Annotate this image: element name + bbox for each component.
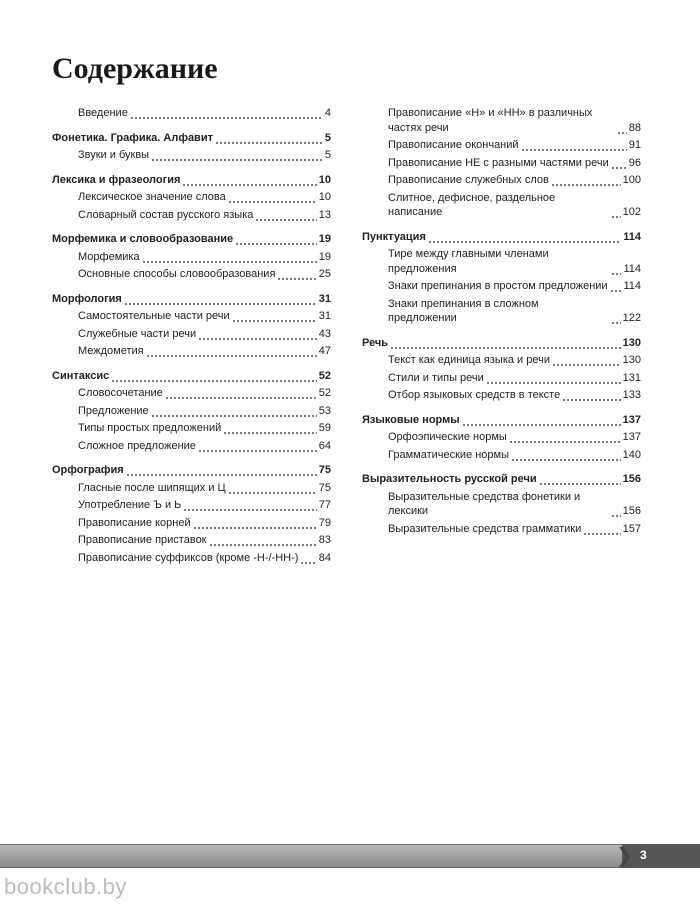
toc-entry-title: Сложное предложение <box>78 439 196 452</box>
toc-entry-page: 156 <box>622 473 641 485</box>
toc-chapter-entry[interactable] <box>52 292 331 307</box>
toc-entry[interactable] <box>362 138 641 153</box>
dot-leader <box>126 463 317 478</box>
dot-leader <box>428 230 621 245</box>
dot-leader <box>111 369 317 384</box>
toc-entry-page: 88 <box>628 121 641 134</box>
toc-chapter-entry[interactable] <box>52 463 331 478</box>
toc-entry-page: 10 <box>318 173 331 186</box>
toc-section <box>362 413 641 463</box>
toc-chapter-entry[interactable] <box>52 173 331 188</box>
toc-entry-title: Тире между главными членами предложения <box>388 248 549 275</box>
toc-entry[interactable] <box>52 498 331 513</box>
toc-entry[interactable] <box>362 106 641 135</box>
dot-leader <box>142 250 317 265</box>
watermark: bookclub.by <box>4 874 127 899</box>
dot-leader <box>390 336 621 351</box>
toc-entry-title: Выразительность русской речи <box>362 473 537 485</box>
toc-entry-title: Языковые нормы <box>362 413 460 426</box>
toc-entry-title: Словосочетание <box>78 387 163 399</box>
toc-chapter-entry[interactable] <box>52 369 331 384</box>
toc-entry-title: Грамматические нормы <box>388 448 510 461</box>
dot-leader <box>611 156 627 171</box>
toc-entry[interactable] <box>362 522 641 537</box>
dot-leader <box>509 430 621 445</box>
toc-entry[interactable] <box>52 250 331 265</box>
toc-entry-title: Речь <box>362 336 389 349</box>
toc-entry[interactable] <box>52 481 331 496</box>
dot-leader <box>610 279 622 294</box>
dot-leader <box>617 121 627 136</box>
toc-section <box>362 472 641 536</box>
dot-leader <box>486 371 621 386</box>
toc-entry-page: 5 <box>324 149 331 161</box>
toc-entry-title: Правописание приставок <box>78 534 207 546</box>
dot-leader <box>215 131 323 146</box>
toc-entry-title: Синтаксис <box>52 369 110 382</box>
toc-entry-title: Орфоэпические нормы <box>388 431 507 443</box>
toc-entry-page: 91 <box>628 139 641 151</box>
toc-entry-title: Типы простых предложений <box>78 422 222 434</box>
dot-leader <box>198 439 317 454</box>
toc-entry-page: 140 <box>622 448 641 461</box>
toc-chapter-entry[interactable] <box>362 230 641 245</box>
dot-leader <box>235 232 317 247</box>
toc-entry-page: 31 <box>318 310 331 322</box>
dot-leader <box>300 551 316 566</box>
toc-entry-page: 100 <box>622 174 641 186</box>
dot-leader <box>130 106 323 121</box>
toc-entry-page: 130 <box>622 336 641 349</box>
toc-entry[interactable] <box>362 430 641 445</box>
toc-entry[interactable] <box>362 247 641 276</box>
toc-entry-page: 43 <box>318 327 331 340</box>
toc-chapter-entry[interactable] <box>362 413 641 428</box>
toc-entry-title: Гласные после шипящих и Ц <box>78 481 226 494</box>
toc-entry-title: Словарный состав русского языка <box>78 208 254 221</box>
toc-entry-title: Морфемика и словообразование <box>52 233 234 245</box>
toc-entry[interactable] <box>52 309 331 324</box>
toc-section <box>362 106 641 220</box>
dot-leader <box>552 353 621 368</box>
toc-entry-title: Самостоятельные части речи <box>78 310 230 322</box>
dot-leader <box>198 327 317 342</box>
toc-entry-page: 75 <box>318 481 331 494</box>
dot-leader <box>232 309 317 324</box>
toc-entry[interactable] <box>362 448 641 463</box>
toc-chapter-entry[interactable] <box>362 336 641 351</box>
toc-entry[interactable] <box>52 404 331 419</box>
toc-entry-page: 25 <box>318 268 331 280</box>
toc-entry-title: Употребление Ъ и Ь <box>78 499 182 511</box>
toc-entry-page: 10 <box>318 191 331 203</box>
toc-entry-title: Текст как единица языка и речи <box>388 354 551 366</box>
dot-leader <box>151 404 317 419</box>
toc-entry-title: Морфемика <box>78 250 140 263</box>
toc-section <box>52 463 331 565</box>
toc-entry[interactable] <box>52 421 331 436</box>
toc-entry-title: Стили и типы речи <box>388 371 484 384</box>
dot-leader <box>539 472 621 487</box>
toc-entry-page: 75 <box>318 464 331 476</box>
toc-entry-title: Орфография <box>52 464 124 476</box>
toc-entry[interactable] <box>52 327 331 342</box>
footer-bar <box>0 844 700 868</box>
toc-section <box>52 232 331 282</box>
dot-leader <box>228 481 317 496</box>
toc-entry-page: 13 <box>318 208 331 221</box>
dot-leader <box>611 262 621 277</box>
dot-leader <box>124 292 317 307</box>
toc-entry[interactable] <box>52 551 331 566</box>
page-number-tab <box>622 844 700 868</box>
toc-entry-title: Правописание НЕ с разными частями речи <box>388 156 609 169</box>
toc-entry-title: Правописание окончаний <box>388 139 519 151</box>
toc-chapter-entry[interactable] <box>52 232 331 247</box>
toc-entry-page: 157 <box>622 522 641 535</box>
toc-entry-page: 84 <box>318 551 331 564</box>
toc-entry-page: 102 <box>622 206 641 218</box>
toc-entry-title: Введение <box>78 107 128 119</box>
toc-entry-page: 47 <box>318 345 331 357</box>
dot-leader <box>551 173 621 188</box>
toc-entry[interactable] <box>52 439 331 454</box>
dot-leader <box>146 344 317 359</box>
toc-section <box>362 230 641 326</box>
toc-entry-title: Звуки и буквы <box>78 149 150 161</box>
toc-entry[interactable] <box>52 148 331 163</box>
dot-leader <box>521 138 627 153</box>
toc-entry-page: 114 <box>623 230 641 243</box>
toc-entry-page: 79 <box>318 516 331 529</box>
toc-section <box>52 369 331 454</box>
toc-entry[interactable] <box>52 516 331 531</box>
toc-section <box>52 106 331 121</box>
toc-entry-title: Пунктуация <box>362 230 426 243</box>
chevron-right-icon: ❯ <box>616 845 633 867</box>
toc-entry-title: Знаки препинания в сложном предложении <box>388 297 539 324</box>
toc-entry-page: 156 <box>622 505 641 517</box>
toc-entry-page: 5 <box>324 131 331 144</box>
toc-entry-title: Слитное, дефисное, раздельное написание <box>388 191 556 218</box>
toc-entry-page: 83 <box>318 534 331 546</box>
dot-leader <box>151 148 323 163</box>
dot-leader <box>277 267 316 282</box>
toc-entry-page: 114 <box>623 262 641 275</box>
toc-entry[interactable] <box>52 386 331 401</box>
toc-entry-page: 19 <box>318 233 331 245</box>
toc-entry[interactable] <box>362 388 641 403</box>
toc-entry[interactable] <box>362 173 641 188</box>
page-number: 3 <box>640 848 647 862</box>
toc-entry-title: Предложение <box>78 404 149 417</box>
toc-section <box>52 131 331 163</box>
dot-leader <box>611 205 621 220</box>
dot-leader <box>165 386 317 401</box>
toc-entry-page: 131 <box>622 371 641 384</box>
dot-leader <box>462 413 621 428</box>
toc-entry-page: 77 <box>318 499 331 511</box>
toc-entry-title: Правописание служебных слов <box>388 174 549 186</box>
toc-entry-page: 52 <box>318 369 331 382</box>
toc-entry-page: 64 <box>318 439 331 452</box>
dot-leader <box>611 504 621 519</box>
toc-entry-title: Фонетика. Графика. Алфавит <box>52 131 213 144</box>
toc-section <box>52 292 331 359</box>
toc-entry[interactable] <box>362 353 641 368</box>
toc-entry-page: 4 <box>324 107 331 119</box>
toc-entry[interactable] <box>52 344 331 359</box>
toc-entry-title: Правописание корней <box>78 516 191 529</box>
toc-entry[interactable] <box>52 208 331 223</box>
toc-entry-title: Основные способы словообразования <box>78 268 276 280</box>
toc-entry-title: Морфология <box>52 292 122 305</box>
toc-entry[interactable] <box>362 490 641 519</box>
dot-leader <box>193 516 317 531</box>
toc-entry-title: Правописание «Н» и «НН» в различных частях речи <box>388 107 593 134</box>
toc-entry-title: Лексика и фразеология <box>52 173 181 186</box>
toc-entry[interactable] <box>52 190 331 205</box>
toc-entry-title: Отбор языковых средств в тексте <box>388 389 561 401</box>
dot-leader <box>255 208 316 223</box>
dot-leader <box>511 448 621 463</box>
toc-entry-page: 19 <box>318 250 331 263</box>
dot-leader <box>228 190 317 205</box>
toc-entry[interactable] <box>362 297 641 326</box>
toc-entry-page: 137 <box>622 431 641 443</box>
page-title: Содержание <box>52 52 218 85</box>
toc-entry-page: 53 <box>318 404 331 417</box>
toc-entry-page: 31 <box>318 292 331 305</box>
toc-right-column <box>362 106 641 546</box>
toc-entry-title: Лексическое значение слова <box>78 191 226 203</box>
dot-leader <box>562 388 620 403</box>
dot-leader <box>223 421 317 436</box>
toc-entry-title: Междометия <box>78 345 144 357</box>
toc-chapter-entry[interactable] <box>362 472 641 487</box>
toc-entry[interactable] <box>362 191 641 220</box>
dot-leader <box>611 311 621 326</box>
toc-entry-title: Выразительные средства грамматики <box>388 522 582 535</box>
toc-left-column <box>52 106 331 575</box>
toc-entry-page: 137 <box>622 413 641 426</box>
toc-entry[interactable] <box>362 279 641 294</box>
dot-leader <box>583 522 620 537</box>
dot-leader <box>209 533 317 548</box>
toc-entry[interactable] <box>52 106 331 121</box>
toc-entry-title: Правописание суффиксов (кроме -Н-/-НН-) <box>78 551 299 564</box>
toc-entry-title: Знаки препинания в простом предложении <box>388 280 608 292</box>
toc-entry-page: 52 <box>318 387 331 399</box>
toc-entry-page: 96 <box>628 156 641 169</box>
dot-leader <box>182 173 316 188</box>
toc-entry[interactable] <box>52 533 331 548</box>
toc-entry-page: 114 <box>623 280 641 292</box>
toc-entry-title: Служебные части речи <box>78 327 197 340</box>
toc-entry-page: 122 <box>622 312 641 324</box>
toc-chapter-entry[interactable] <box>52 131 331 146</box>
toc-entry-page: 59 <box>318 422 331 434</box>
toc-entry-page: 133 <box>622 389 641 401</box>
toc-section <box>362 336 641 403</box>
dot-leader <box>183 498 316 513</box>
toc-entry-title: Выразительные средства фонетики и лексики <box>388 490 581 517</box>
toc-section <box>52 173 331 223</box>
toc-entry-page: 130 <box>622 354 641 366</box>
toc-entry[interactable] <box>362 371 641 386</box>
toc-entry[interactable] <box>362 156 641 171</box>
toc-entry[interactable] <box>52 267 331 282</box>
